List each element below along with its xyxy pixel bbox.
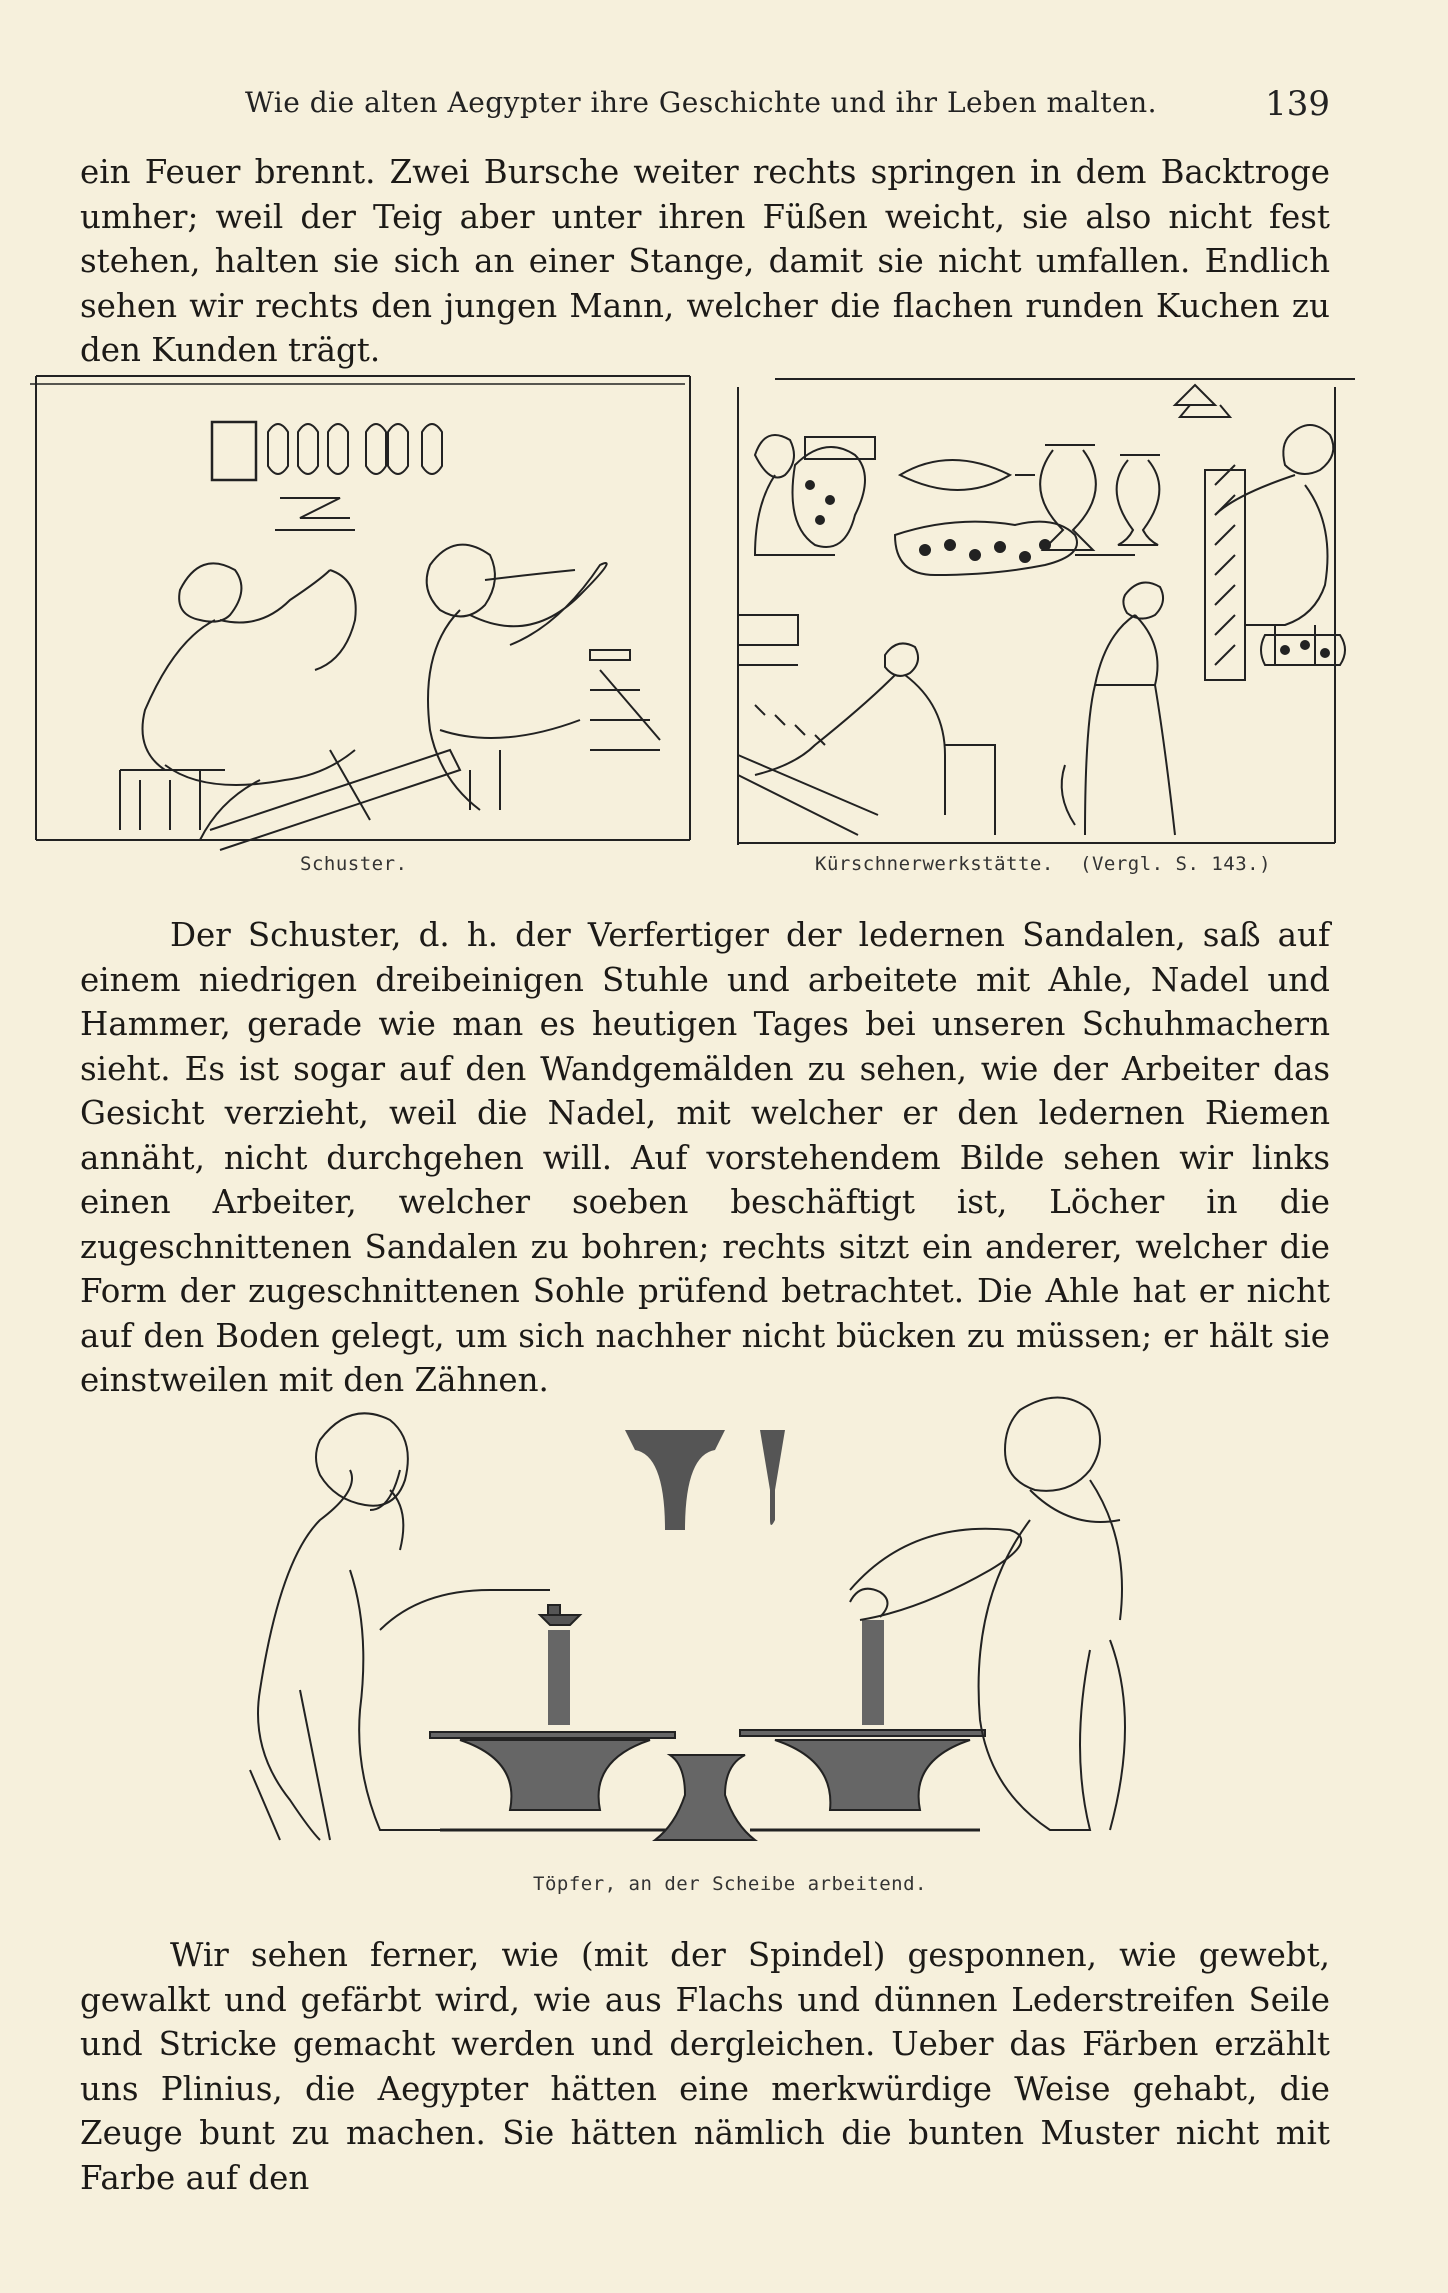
- shoemaker-illustration: [30, 370, 690, 840]
- potters-illustration: [230, 1390, 1230, 1855]
- shoemaker-caption: Schuster.: [300, 853, 408, 875]
- furrier-workshop-caption: Kürschnerwerkstätte.: [815, 853, 1054, 875]
- potters-caption: Töpfer, an der Scheibe arbeitend.: [533, 1873, 927, 1895]
- furrier-workshop-illustration: [735, 375, 1355, 845]
- paragraph-schuster: Der Schuster, d. h. der Verfertiger der ledernen Sandalen, saß auf einem niedrigen dreibeinigen Stuhle und arbeitete mit Ahle, Nadel und Hammer, gerade wie man es heutigen Tages bei unseren Schuhmachern sieht. Es ist sogar auf den Wandgemälden zu sehen, wie der Arbeiter das Gesicht verzieht, weil die Nadel, mit welcher er den ledernen Riemen annäht, nicht durchgehen will. Auf vorstehendem Bilde sehen wir links einen Arbeiter, welcher soeben beschäftigt ist, Löcher in die zugeschnittenen Sandalen zu bohren; rechts sitzt ein anderer, welcher die Form der zugeschnittenen Sohle prüfend betrachtet. Die Ahle hat er nicht auf den Boden gelegt, um sich nachher nicht bücken zu müssen; er hält sie einstweilen mit den Zähnen.: [80, 916, 1330, 1399]
- furrier-cross-reference: (Vergl. S. 143.): [1080, 853, 1272, 875]
- paragraph-spinning-dyeing: Wir sehen ferner, wie (mit der Spindel) gesponnen, wie gewebt, gewalkt und gefärbt wird, wie aus Flachs und dünnen Lederstreifen Seile und Stricke gemacht werden und dergleichen. Ueber das Färben erzählt uns Plinius, die Aegypter hätten eine merkwürdige Weise gehabt, die Zeuge bunt zu machen. Sie hätten nämlich die bunten Muster nicht mit Farbe auf den: [80, 1936, 1330, 2197]
- paragraph-bakery-continuation: ein Feuer brennt. Zwei Bursche weiter rechts springen in dem Backtroge umher; weil der Teig aber unter ihren Füßen weicht, sie also nicht fest stehen, halten sie sich an einer Stange, damit sie nicht umfallen. Endlich sehen wir rechts den jungen Mann, welcher die flachen runden Kuchen zu den Kunden trägt.: [80, 153, 1330, 369]
- running-title: Wie die alten Aegypter ihre Geschichte und ihr Leben malten.: [245, 86, 1157, 119]
- page-number: 139: [1265, 84, 1330, 124]
